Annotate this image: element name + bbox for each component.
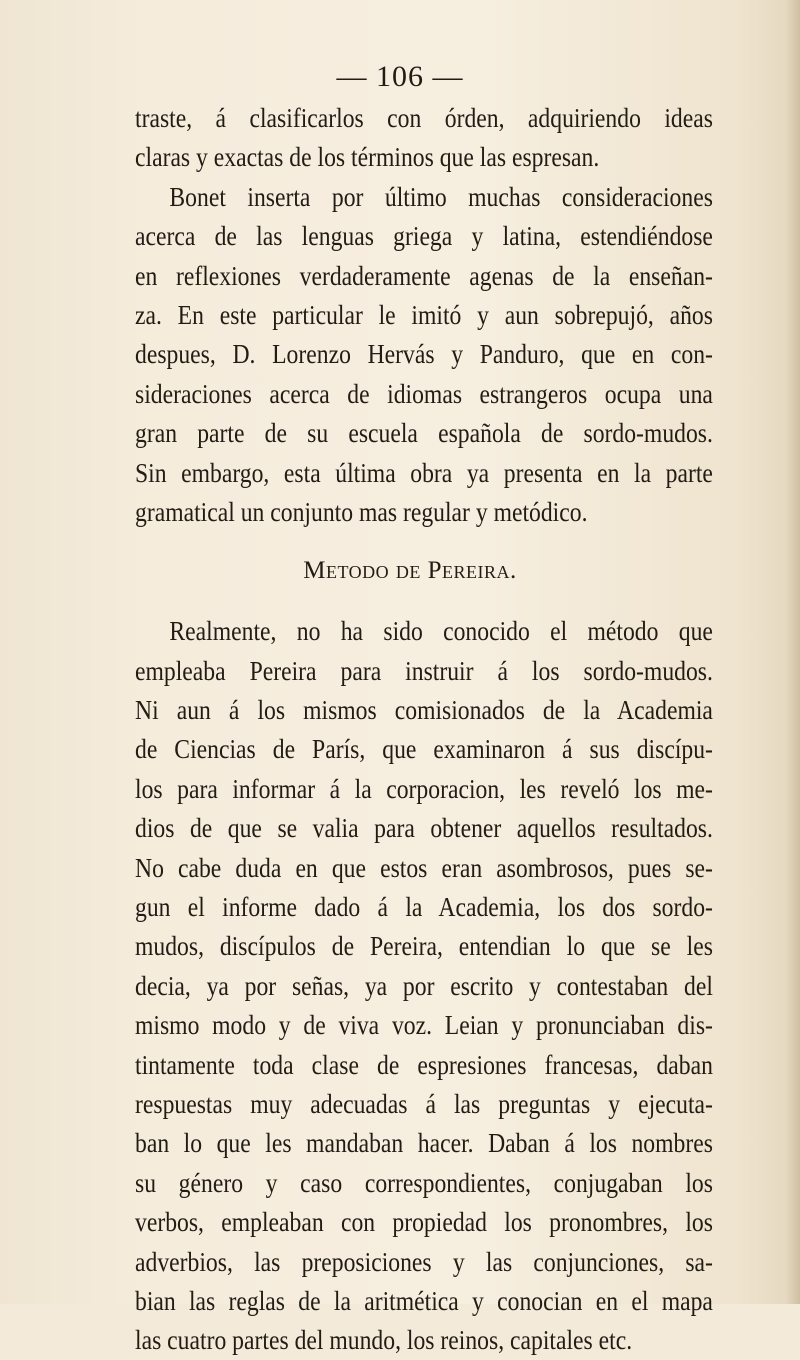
text-line: las cuatro partes del mundo, los reinos, capitales etc. bbox=[135, 1324, 633, 1356]
text-line: traste, á clasificarlos con órden, adquiriendo ideas bbox=[135, 102, 713, 133]
body-text bbox=[135, 98, 713, 1360]
text-line: Realmente, no ha sido conocido el método que bbox=[169, 615, 713, 647]
page-edge-shadow bbox=[786, 0, 800, 1304]
text-line: gun el informe dado á la Academia, los dos sordo- bbox=[135, 891, 713, 923]
text-line: empleaba Pereira para instruir á los sordo-mudos. bbox=[135, 654, 713, 686]
text-line: gramatical un conjunto mas regular y metódico. bbox=[135, 495, 588, 527]
text-line: Sin embargo, esta última obra ya presenta en la parte bbox=[135, 456, 713, 488]
text-line: los para informar á la corporacion, les reveló los me- bbox=[135, 772, 713, 804]
text-line: acerca de las lenguas griega y latina, estendiéndose bbox=[135, 220, 713, 252]
text-line: bian las reglas de la aritmética y conocian en el mapa bbox=[135, 1284, 713, 1316]
text-line: su género y caso correspondientes, conjugaban los bbox=[135, 1166, 713, 1198]
section-heading-text: Metodo de Pereira. bbox=[303, 557, 517, 585]
text-line: No cabe duda en que estos eran asombrosos, pues se- bbox=[135, 851, 713, 883]
page-number: — 106 — bbox=[336, 60, 464, 93]
text-line: gran parte de su escuela española de sordo-mudos. bbox=[135, 417, 713, 449]
text-line: despues, D. Lorenzo Hervás y Panduro, que en con- bbox=[135, 338, 713, 370]
text-line: adverbios, las preposiciones y las conjunciones, sa- bbox=[135, 1245, 713, 1277]
text-line: decia, ya por señas, ya por escrito y contestaban del bbox=[135, 969, 713, 1001]
section-heading bbox=[0, 531, 800, 611]
text-line: mudos, discípulos de Pereira, entendian lo que se les bbox=[135, 930, 713, 962]
text-line: respuestas muy adecuadas á las preguntas y ejecuta- bbox=[135, 1087, 713, 1119]
text-line: verbos, empleaban con propiedad los pronombres, los bbox=[135, 1206, 713, 1238]
text-line: en reflexiones verdaderamente agenas de la enseñan- bbox=[135, 259, 713, 291]
text-line: Ni aun á los mismos comisionados de la Academia bbox=[135, 694, 713, 726]
text-line: sideraciones acerca de idiomas estrangeros ocupa una bbox=[135, 377, 713, 409]
text-line: ban lo que les mandaban hacer. Daban á los nombres bbox=[135, 1127, 713, 1159]
text-line: za. En este particular le imitó y aun sobrepujó, años bbox=[135, 298, 713, 330]
text-line: tintamente toda clase de espresiones francesas, daban bbox=[135, 1048, 713, 1080]
text-line: mismo modo y de viva voz. Leian y pronunciaban dis- bbox=[135, 1009, 713, 1041]
text-line: dios de que se valia para obtener aquellos resultados. bbox=[135, 812, 713, 844]
text-line: Bonet inserta por último muchas consideraciones bbox=[169, 180, 713, 212]
text-line: claras y exactas de los términos que las espresan. bbox=[135, 141, 600, 173]
text-line: de Ciencias de París, que examinaron á sus discípu- bbox=[135, 733, 713, 765]
